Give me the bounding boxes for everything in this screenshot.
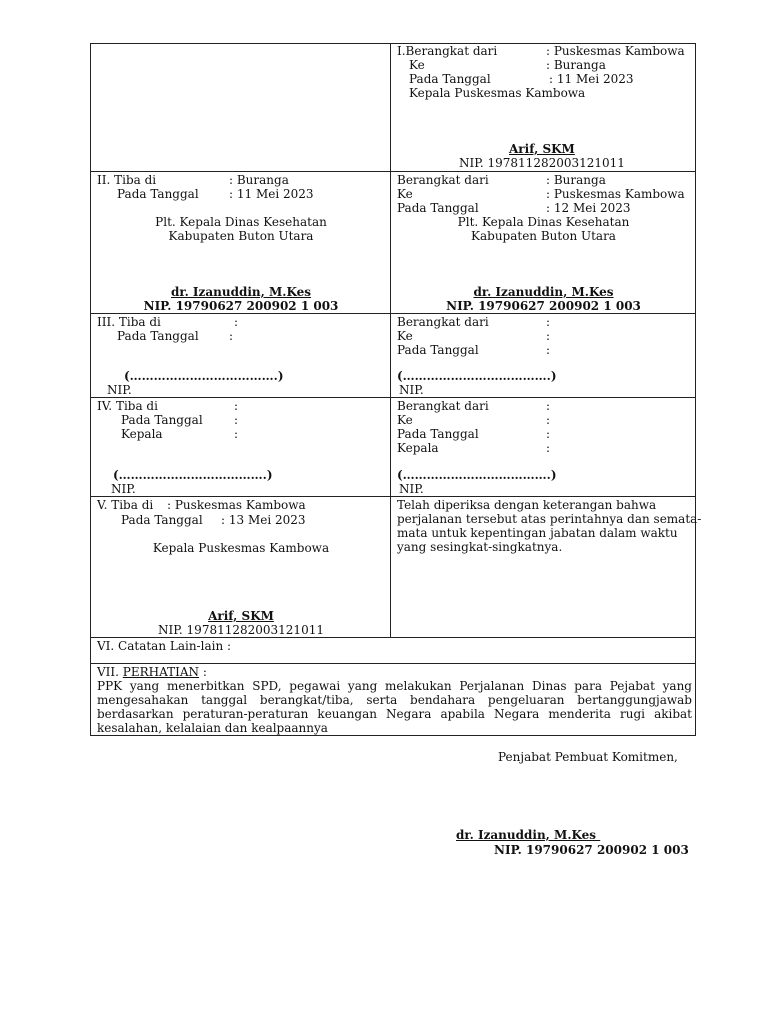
tiba-label: IV. Tiba di (97, 399, 158, 413)
ke-colon: : (546, 329, 551, 343)
tanggal-colon: : (234, 413, 239, 427)
berangkat-label: Berangkat dari (397, 173, 489, 187)
tiba-colon: : (234, 315, 239, 329)
berangkat-value: : Buranga (546, 173, 606, 187)
nip-label: NIP. (399, 383, 424, 397)
ke-label: Ke (409, 58, 425, 72)
signer-nip: NIP. 19790627 200902 1 003 (446, 299, 641, 313)
tanggal-colon: : (546, 343, 551, 357)
ke-label: Ke (397, 413, 413, 427)
signer-title-1: Plt. Kepala Dinas Kesehatan (155, 215, 327, 229)
row-5-right (391, 497, 702, 638)
row-6 (91, 638, 696, 664)
attention-line-2: mengesahakan tanggal berangkat/tiba, serta bendahara pengeluaran bertanggungjawab (97, 693, 692, 707)
signer-title: Kepala Puskesmas Kambowa (152, 541, 330, 555)
berangkat-colon: : (546, 315, 551, 329)
signer-name: dr. Izanuddin, M.Kes (473, 285, 614, 299)
row-2-right (391, 172, 696, 314)
tanggal-label: Pada Tanggal (117, 329, 199, 343)
berangkat-value: : Puskesmas Kambowa (546, 44, 685, 58)
ppk-signer-name: dr. Izanuddin, M.Kes (456, 828, 601, 842)
row-1-left-empty (91, 44, 391, 172)
berangkat-label: I.Berangkat dari (397, 44, 498, 58)
nip-label: NIP. (107, 383, 132, 397)
tanggal-colon: : (229, 329, 234, 343)
signer-name: dr. Izanuddin, M.Kes (170, 285, 312, 299)
row-2 (91, 172, 696, 314)
row-1-right (391, 44, 696, 172)
row-3-right (391, 314, 696, 398)
row-3-left (91, 314, 391, 398)
ppk-title: Penjabat Pembuat Komitmen, (498, 750, 678, 764)
row-4-right (391, 398, 696, 497)
ke-value: : Buranga (546, 58, 606, 72)
tanggal-label: Pada Tanggal (397, 343, 479, 357)
row-5 (91, 497, 696, 638)
signer-title-1: Plt. Kepala Dinas Kesehatan (457, 215, 630, 229)
tiba-colon: : (234, 399, 239, 413)
attention-line-3: berdasarkan peraturan-peraturan keuangan Negara apabila Negara menderita rugi akibat (97, 707, 692, 721)
kepala-label: Kepala (397, 441, 439, 455)
nip-label: NIP. (111, 482, 136, 496)
tanggal-label: Pada Tanggal (397, 427, 479, 441)
row-4 (91, 398, 696, 497)
signature-blank: (……………………………….) (124, 369, 284, 383)
tiba-value: : Buranga (229, 173, 289, 187)
attention-suffix: : (199, 665, 207, 679)
row-7-attention (91, 664, 696, 736)
verification-line-2: perjalanan tersebut atas perintahnya dan semata- (397, 512, 702, 526)
signer-nip: NIP. 197811282003121011 (158, 623, 324, 637)
signer-name: Arif, SKM (509, 142, 575, 156)
tanggal-value: : 12 Mei 2023 (546, 201, 631, 215)
row-4-left (91, 398, 391, 497)
tanggal-label: Pada Tanggal (409, 72, 491, 86)
berangkat-label: Berangkat dari (397, 399, 489, 413)
ke-label: Ke (397, 329, 413, 343)
tanggal-value: : 11 Mei 2023 (229, 187, 314, 201)
tiba-value: : Puskesmas Kambowa (167, 498, 306, 512)
tanggal-label: Pada Tanggal (117, 187, 199, 201)
verification-line-3: mata untuk kepentingan jabatan dalam waktu (397, 526, 678, 540)
row-6-notes (91, 638, 696, 664)
signer-nip: NIP. 197811282003121011 (459, 156, 625, 170)
tanggal-colon: : (546, 427, 551, 441)
berangkat-label: Berangkat dari (397, 315, 489, 329)
attention-heading (97, 665, 207, 679)
tanggal-label: Pada Tanggal (397, 201, 479, 215)
kepala-colon: : (546, 441, 551, 455)
tiba-label: V. Tiba di (97, 498, 154, 512)
signer-nip: NIP. 19790627 200902 1 003 (143, 299, 339, 313)
signer-title-2: Kabupaten Buton Utara (168, 229, 314, 243)
ppk-signer-nip: NIP. 19790627 200902 1 003 (494, 843, 689, 857)
row-7 (91, 664, 696, 736)
signer-name: Arif, SKM (208, 609, 274, 623)
row-1 (91, 44, 696, 172)
row-2-left (91, 172, 391, 314)
nip-label: NIP. (399, 482, 424, 496)
tanggal-value: : 13 Mei 2023 (221, 513, 306, 527)
tanggal-label: Pada Tanggal (121, 413, 203, 427)
attention-prefix: VII. (97, 665, 123, 679)
ke-value: : Puskesmas Kambowa (546, 187, 685, 201)
tanggal-label: Pada Tanggal (121, 513, 203, 527)
kepala-label: Kepala (121, 427, 163, 441)
tanggal-value: : 11 Mei 2023 (549, 72, 634, 86)
kepala-colon: : (234, 427, 239, 441)
verification-line-4: yang sesingkat-singkatnya. (397, 540, 563, 554)
row-5-left (91, 497, 391, 638)
row-3 (91, 314, 696, 398)
attention-line-4: kesalahan, kelalaian dan kealpaannya (97, 721, 328, 735)
tiba-label: III. Tiba di (97, 315, 161, 329)
signature-blank: (……………………………….) (397, 468, 557, 482)
berangkat-colon: : (546, 399, 551, 413)
signer-title: Kepala Puskesmas Kambowa (409, 86, 586, 100)
tiba-label: II. Tiba di (97, 173, 157, 187)
attention-title: PERHATIAN (122, 665, 200, 679)
ke-colon: : (546, 413, 551, 427)
attention-line-1: PPK yang menerbitkan SPD, pegawai yang melakukan Perjalanan Dinas para Pejabat yang (97, 679, 692, 693)
signer-title-2: Kabupaten Buton Utara (471, 229, 616, 243)
ke-label: Ke (397, 187, 413, 201)
verification-line-1: Telah diperiksa dengan keterangan bahwa (397, 498, 657, 512)
spd-document (90, 43, 702, 736)
spd-table (90, 43, 702, 736)
notes-label: VI. Catatan Lain-lain : (97, 639, 232, 653)
signature-blank: (……………………………….) (113, 468, 273, 482)
signature-blank: (……………………………….) (397, 369, 557, 383)
